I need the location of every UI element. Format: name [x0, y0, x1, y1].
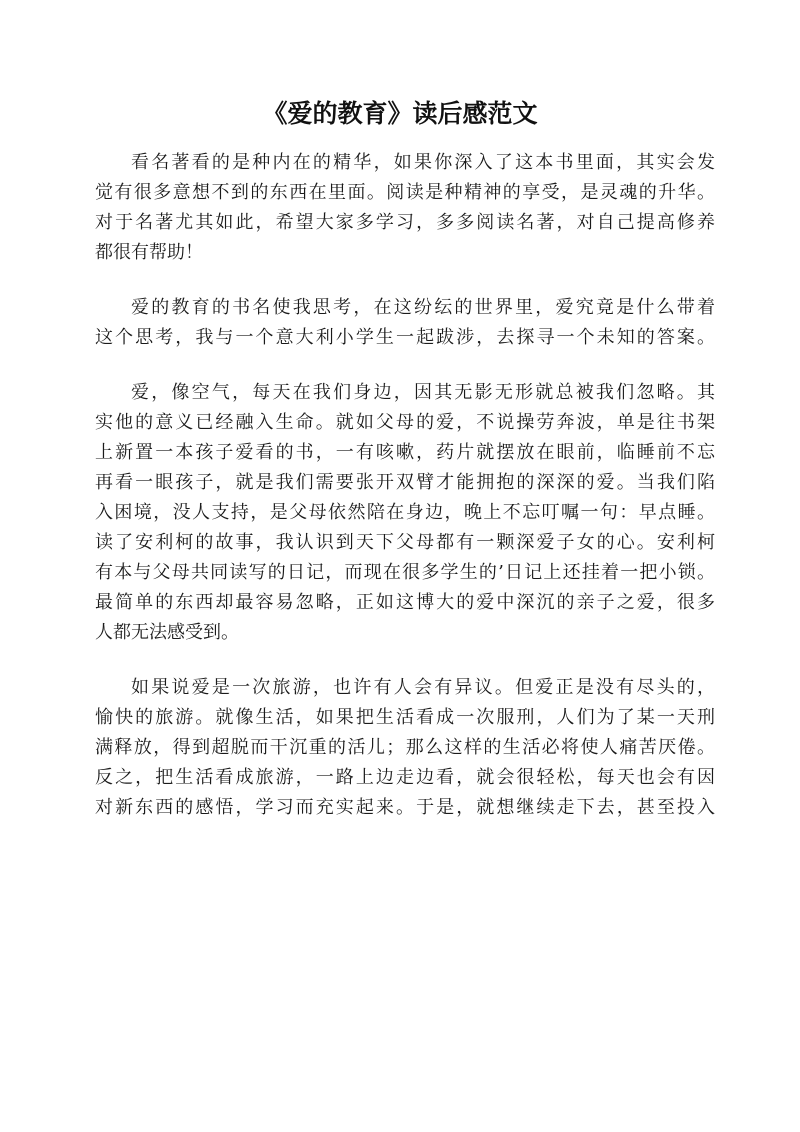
text-line: 上新置一本孩子爱看的书，一有咳嗽，药片就摆放在眼前，临睡前不忘: [95, 442, 715, 463]
text-line: 看名著看的是种内在的精华，如果你深入了这本书里面，其实会发: [131, 152, 715, 173]
text-line: 有本与父母共同读写的日记，而现在很多学生的’日记上还挂着一把小锁。: [95, 562, 715, 583]
text-line: 人都无法感受到。: [95, 622, 239, 643]
text-line: 满释放，得到超脱而干沉重的活儿；那么这样的生活必将使人痛苦厌倦。: [95, 737, 715, 758]
text-line: 对新东西的感悟，学习而充实起来。于是，就想继续走下去，甚至投入: [95, 797, 715, 818]
text-line: 都很有帮助！: [95, 242, 203, 263]
text-line: 觉有很多意想不到的东西在里面。阅读是种精神的享受，是灵魂的升华。: [95, 182, 715, 203]
text-line: 再看一眼孩子，就是我们需要张开双臂才能拥抱的深深的爱。当我们陷: [95, 472, 715, 493]
document-body: [95, 148, 715, 848]
paragraph-1: [95, 148, 715, 268]
text-line: 如果说爱是一次旅游，也许有人会有异议。但爱正是没有尽头的，: [131, 677, 715, 698]
text-line: 愉快的旅游。就像生活，如果把生活看成一次服刑，人们为了某一天刑: [95, 707, 715, 728]
paragraph-2: [95, 293, 715, 353]
text-line: 最简单的东西却最容易忽略，正如这博大的爱中深沉的亲子之爱，很多: [95, 592, 715, 613]
text-line: 爱的教育的书名使我思考，在这纷纭的世界里，爱究竟是什么带着: [131, 297, 715, 318]
paragraph-3: [95, 378, 715, 648]
text-line: 爱，像空气，每天在我们身边，因其无影无形就总被我们忽略。其: [131, 382, 715, 403]
document-title: 《爱的教育》读后感范文: [262, 99, 538, 128]
text-line: 读了安利柯的故事，我认识到天下父母都有一颗深爱子女的心。安利柯: [95, 532, 715, 553]
text-line: 对于名著尤其如此，希望大家多学习，多多阅读名著，对自己提高修养: [95, 212, 715, 233]
text-line: 入困境，没人支持，是父母依然陪在身边，晚上不忘叮嘱一句：早点睡。: [95, 502, 715, 523]
text-line: 这个思考，我与一个意大利小学生一起跋涉，去探寻一个未知的答案。: [95, 327, 715, 348]
text-line: 实他的意义已经融入生命。就如父母的爱，不说操劳奔波，单是往书架: [95, 412, 715, 433]
paragraph-4: [95, 673, 715, 823]
text-line: 反之，把生活看成旅游，一路上边走边看，就会很轻松，每天也会有因: [95, 767, 715, 788]
